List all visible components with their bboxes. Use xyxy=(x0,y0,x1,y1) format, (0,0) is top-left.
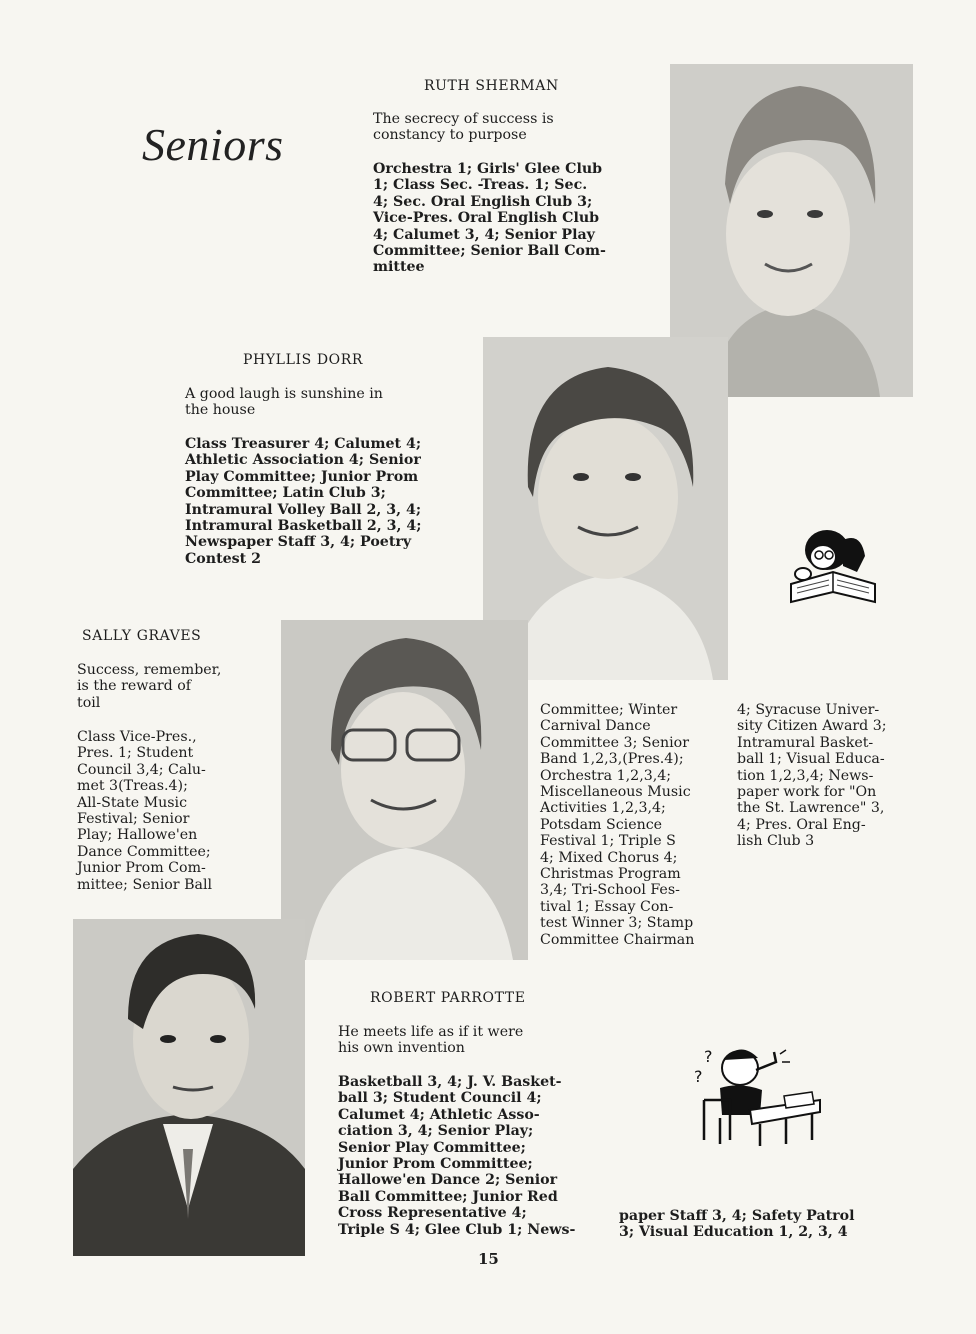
page-title: Seniors xyxy=(142,119,284,170)
student-motto-sally: Success, remember, is the reward of toil xyxy=(77,662,222,711)
student-name-phyllis: PHYLLIS DORR xyxy=(243,352,364,368)
student-activities-ruth: Orchestra 1; Girls' Glee Club 1; Class Sec. -Treas. 1; Sec. 4; Sec. Oral English Club 3; Vice-Pres. Oral English Club 4; Calumet 3, 4; Senior Play Committee; Senior Ball Com- mittee xyxy=(373,161,606,276)
student-photo-sally xyxy=(281,620,528,960)
student-motto-phyllis: A good laugh is sunshine in the house xyxy=(185,386,383,419)
student-activities-phyllis: Class Treasurer 4; Calumet 4; Athletic Association 4; Senior Play Committee; Junior Prom Committee; Latin Club 3; Intramural Volley Ball 2, 3, 4; Intramural Basketball 2, 3, 4; Newspaper Staff 3, 4; Poetry Contest 2 xyxy=(185,436,422,567)
student-activities-sally-col3: 4; Syracuse Univer- sity Citizen Award 3; Intramural Basket- ball 1; Visual Educa- tion 1,2,3,4; News- paper work for "On the St. Lawrence" 3, 4; Pres. Oral Eng- lish Club 3 xyxy=(737,702,887,850)
student-motto-robert: He meets life as if it were his own invention xyxy=(338,1024,524,1057)
student-name-robert: ROBERT PARROTTE xyxy=(370,990,526,1006)
student-activities-sally-col1: Class Vice-Pres., Pres. 1; Student Council 3,4; Calu- met 3(Treas.4); All-State Music Festival; Senior Play; Hallowe'en Dance Committee; Junior Prom Com- mittee; Senior Ball xyxy=(77,729,213,893)
student-activities-robert-col2: paper Staff 3, 4; Safety Patrol 3; Visual Education 1, 2, 3, 4 xyxy=(619,1208,855,1241)
student-name-ruth: RUTH SHERMAN xyxy=(424,78,559,94)
svg-text:?: ? xyxy=(704,1047,713,1066)
thinker-cartoon-icon xyxy=(690,1040,828,1148)
student-motto-ruth: The secrecy of success is constancy to purpose xyxy=(373,111,554,144)
student-activities-robert-col1: Basketball 3, 4; J. V. Basket- ball 3; Student Council 4; Calumet 4; Athletic Asso- ciation 3, 4; Senior Play; Senior Play Committee; Junior Prom Committee; Hallowe'en Dance 2; Senior Ball Committee; Junior Red Cross Representative 4; Triple S 4; Glee Club 1; News- xyxy=(338,1074,576,1238)
student-activities-sally-col2: Committee; Winter Carnival Dance Committee 3; Senior Band 1,2,3,(Pres.4); Orchestra 1,2,3,4; Miscellaneous Music Activities 1,2,3,4; Potsdam Science Festival 1; Triple S 4; Mixed Chorus 4; Christmas Program 3,4; Tri-School Fes- tival 1; Essay Con- test Winner 3; Stamp Committee Chairman xyxy=(540,702,695,948)
reader-cartoon-icon xyxy=(783,522,881,614)
student-name-sally: SALLY GRAVES xyxy=(82,628,202,644)
page-number: 15 xyxy=(478,1250,499,1268)
student-photo-robert xyxy=(73,919,305,1256)
svg-text:?: ? xyxy=(694,1067,703,1086)
